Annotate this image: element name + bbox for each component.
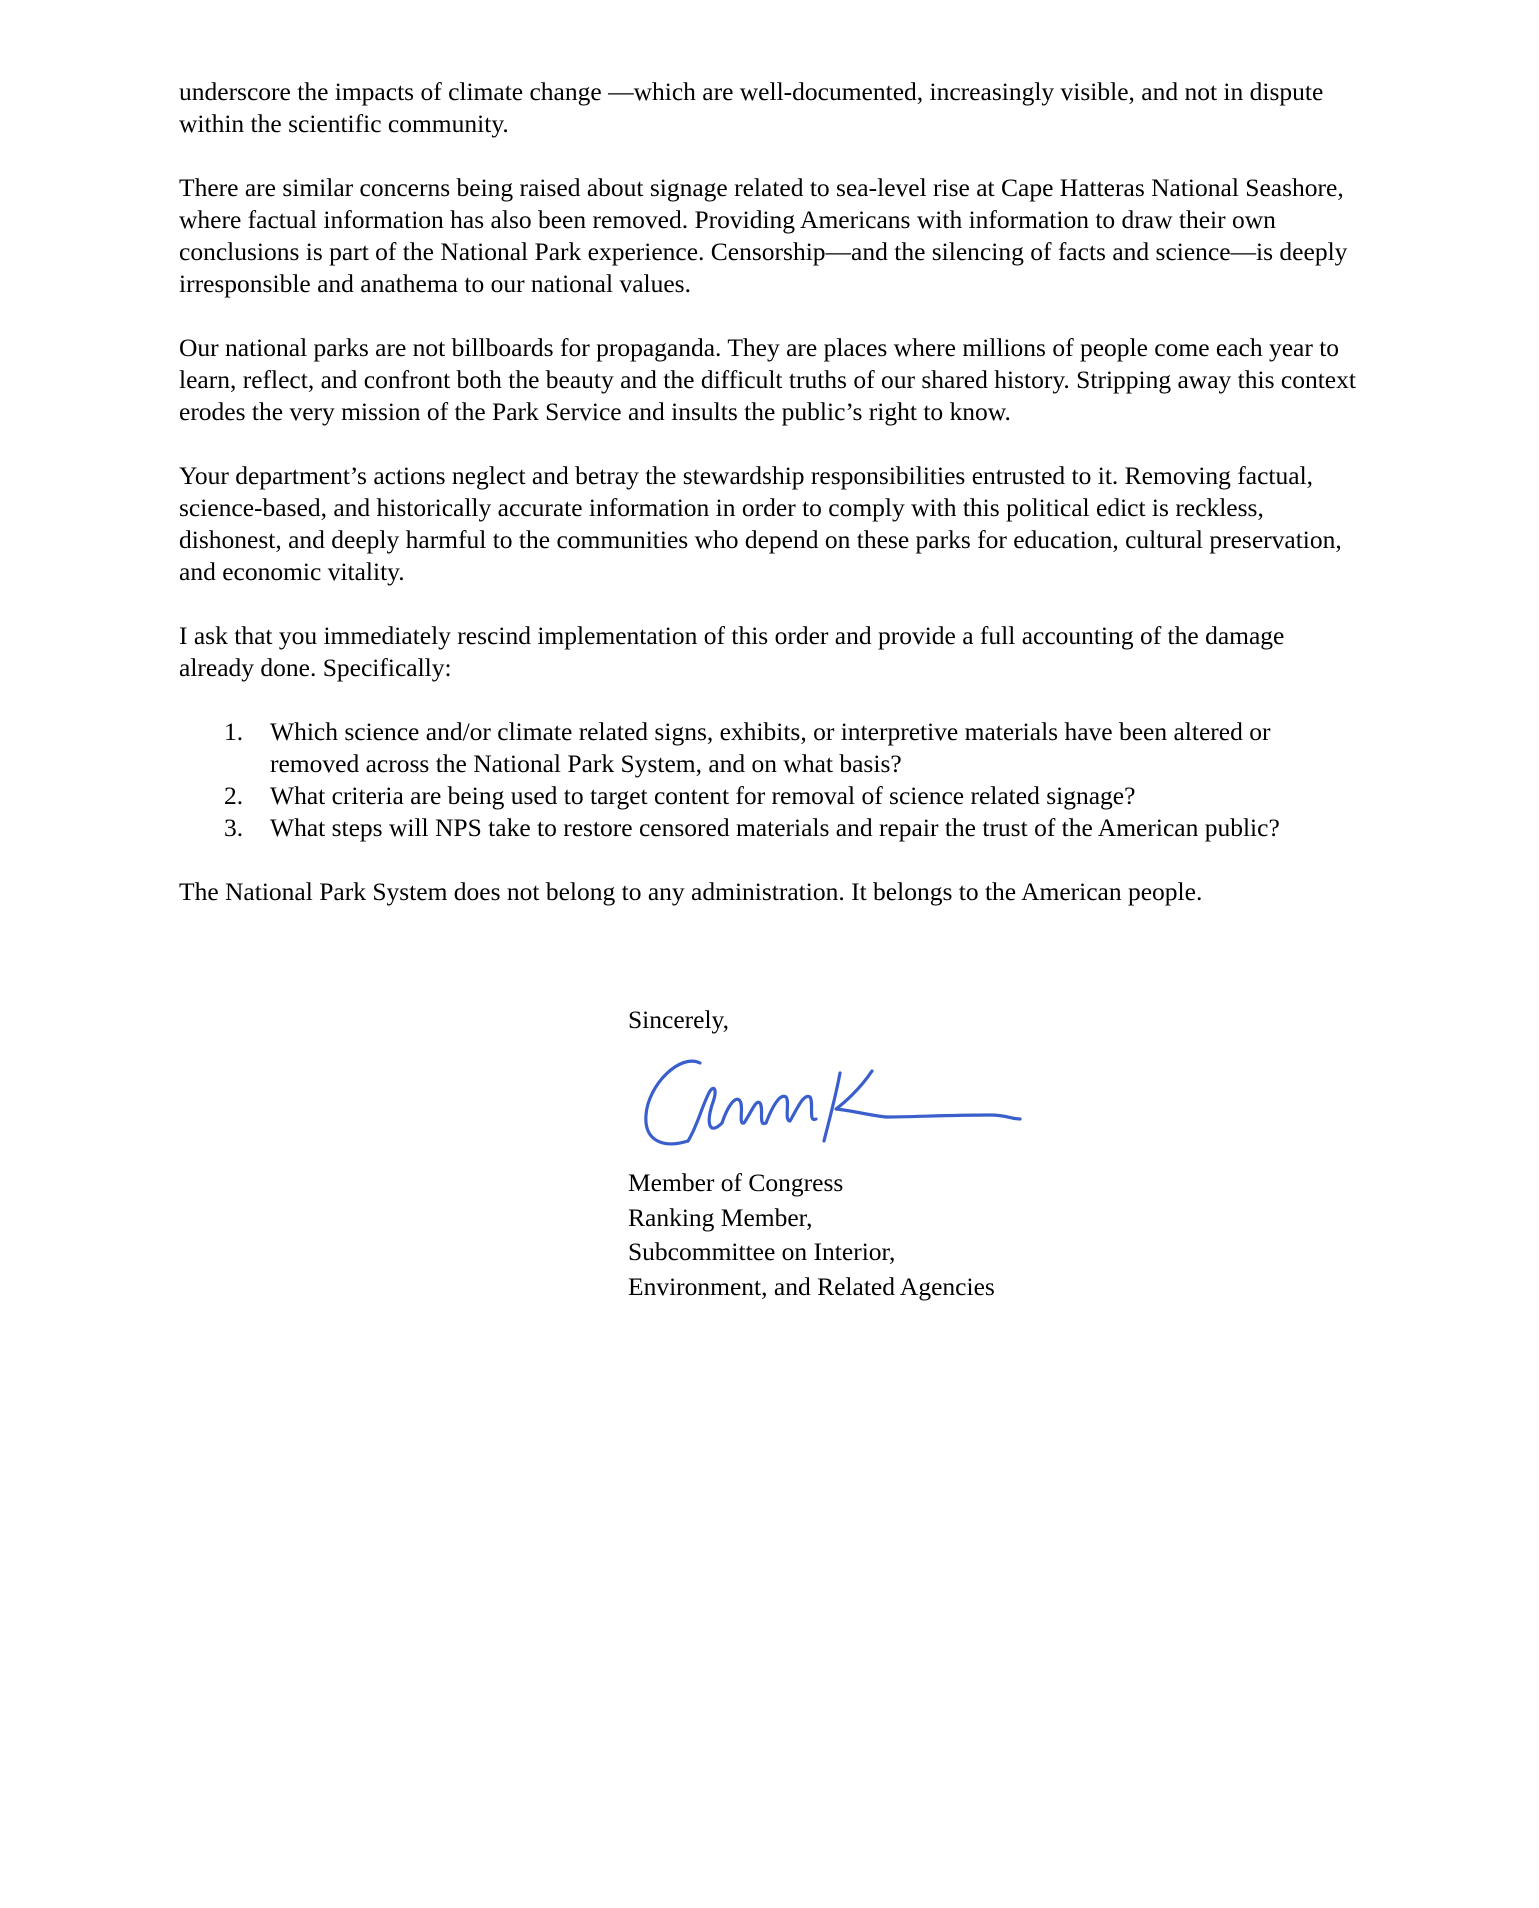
paragraph-1: underscore the impacts of climate change —which are well-documented, increasingly visible, and not in dispute within the scientific community.: [179, 77, 1324, 138]
closing-salutation: Sincerely,: [628, 1005, 730, 1034]
list-item: [179, 812, 1364, 844]
signature-title-line: Ranking Member,: [628, 1202, 813, 1232]
letter-body: [179, 76, 1364, 940]
signature-title-block: [628, 1166, 995, 1304]
list-item-text: What criteria are being used to target content for removal of science related signage?: [270, 781, 1136, 810]
list-item-number: 2.: [224, 781, 244, 810]
list-item: [179, 780, 1364, 812]
handwritten-signature: [640, 1045, 1030, 1155]
list-item-number: 1.: [224, 717, 244, 746]
list-item-text: What steps will NPS take to restore censored materials and repair the trust of the American public?: [270, 813, 1280, 842]
paragraph-3: Our national parks are not billboards for propaganda. They are places where millions of people come each year to learn, reflect, and confront both the beauty and the difficult truths of our shared history. Stripping away this context erodes the very mission of the Park Service and insults the public’s right to know.: [179, 333, 1356, 426]
paragraph-2: There are similar concerns being raised about signage related to sea-level rise at Cape Hatteras National Seashore, where factual information has also been removed. Providing Americans with information to draw their own conclusions is part of the National Park experience. Censorship—and the silencing of facts and science—is deeply irresponsible and anathema to our national values.: [179, 173, 1348, 298]
list-item: [179, 716, 1364, 780]
list-item-number: 3.: [224, 813, 244, 842]
paragraph-4: Your department’s actions neglect and betray the stewardship responsibilities entrusted to it. Removing factual, science-based, and historically accurate information in order to comply with this political edict is reckless, dishonest, and deeply harmful to the communities who depend on these parks for education, cultural preservation, and economic vitality.: [179, 461, 1342, 586]
signature-title-line: Environment, and Related Agencies: [628, 1271, 995, 1301]
signature-title-line: Member of Congress: [628, 1168, 844, 1197]
list-item-text: Which science and/or climate related signs, exhibits, or interpretive materials have been altered or removed across the National Park System, and on what basis?: [270, 717, 1271, 778]
closing: [628, 1003, 1228, 1037]
paragraph-5: I ask that you immediately rescind implementation of this order and provide a full accounting of the damage already done. Specifically:: [179, 621, 1285, 682]
questions-list: [179, 716, 1364, 844]
signature-title-line: Subcommittee on Interior,: [628, 1237, 896, 1266]
final-paragraph: The National Park System does not belong to any administration. It belongs to the American people.: [179, 877, 1203, 906]
